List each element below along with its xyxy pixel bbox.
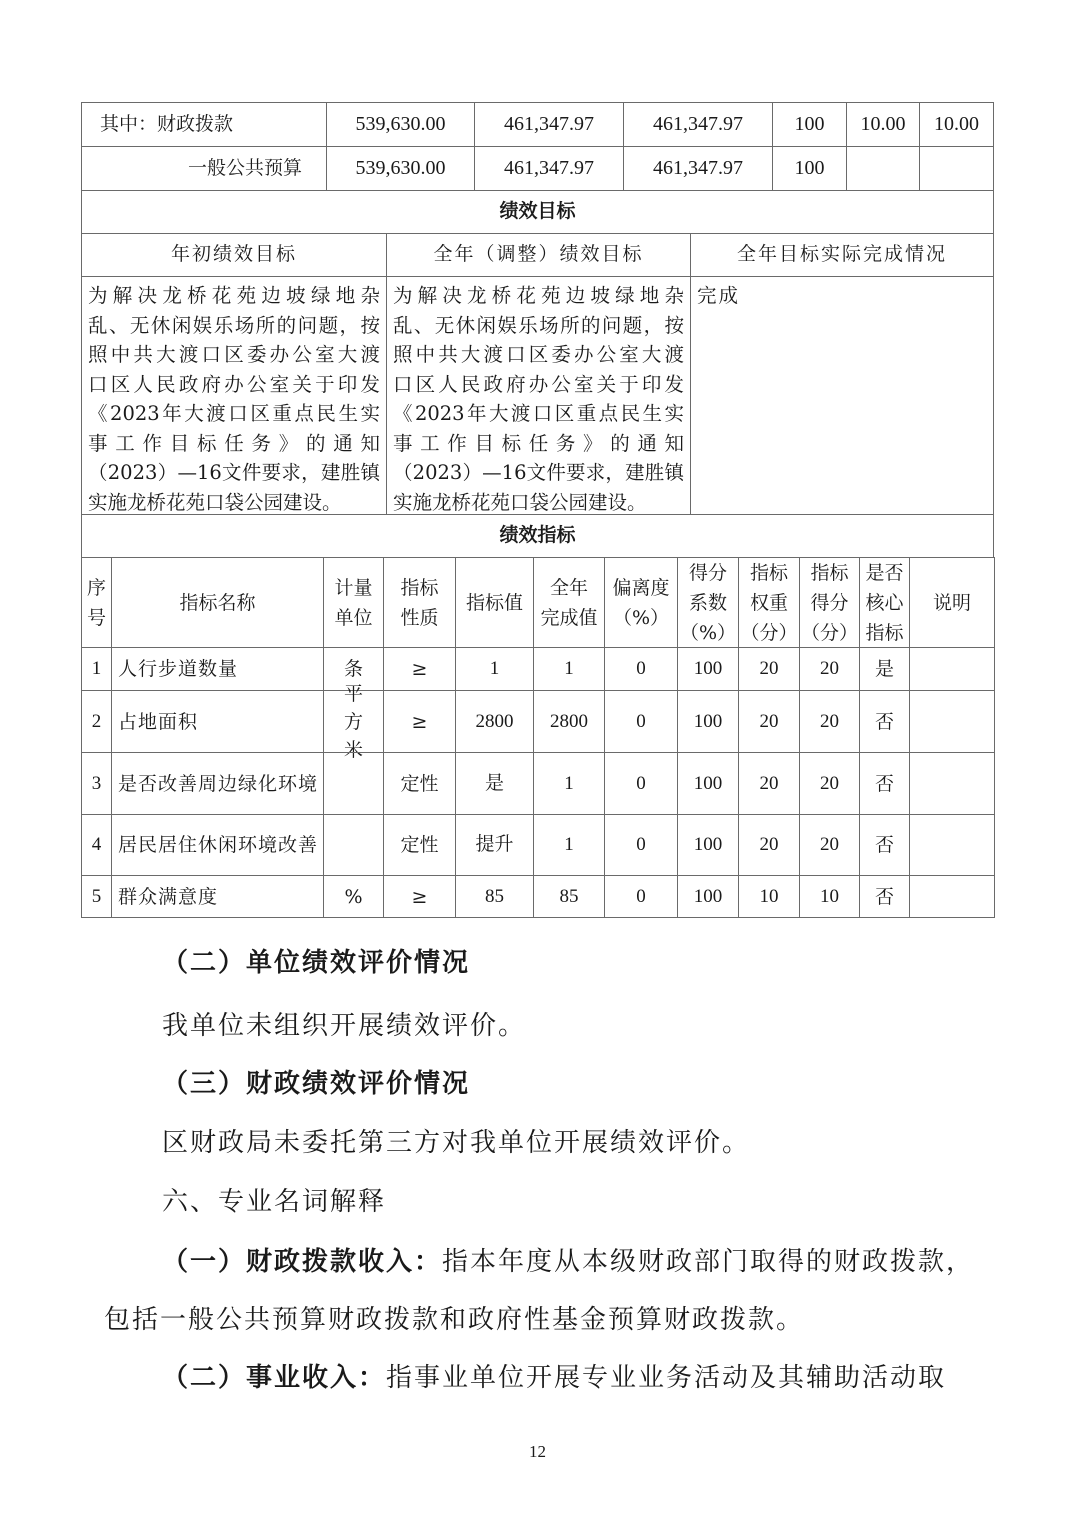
header-line: 核心	[865, 591, 904, 614]
goal-line: 照中共大渡口区委办公室大渡	[393, 343, 684, 366]
header-line: 指标名称	[179, 591, 256, 614]
cell-score: 20	[799, 647, 860, 691]
indicators-title: 绩效指标	[81, 514, 994, 558]
header-line: 完成值	[540, 606, 598, 629]
header-line: 序	[86, 576, 106, 599]
cell-weight: 20	[738, 752, 800, 815]
cell-name: 居民居住休闲环境改善	[111, 814, 324, 876]
funding-weight	[846, 146, 920, 191]
goal-line: （2023）—16文件要求，建胜镇	[88, 461, 380, 484]
cell-coef: 100	[677, 875, 739, 918]
goal-line: 实施龙桥花苑口袋公园建设。	[88, 490, 342, 514]
goal-line: 口区人民政府办公室关于印发	[393, 372, 684, 396]
cell-score: 20	[799, 690, 860, 753]
header-col-actual	[533, 557, 605, 648]
funding-rate: 100	[772, 102, 847, 147]
heading-fiscal-evaluation: （三）财政绩效评价情况	[162, 1069, 471, 1099]
cell-target: 是	[455, 752, 534, 815]
cell-deviation: 0	[604, 875, 678, 918]
paragraph-fiscal-evaluation: 区财政局未委托第三方对我单位开展绩效评价。	[162, 1128, 751, 1158]
header-line: 权重	[749, 591, 788, 614]
cell-score: 10	[799, 875, 860, 918]
header-col-note	[909, 557, 995, 648]
term-2-text: 指事业单位开展专业业务活动及其辅助活动取	[386, 1363, 947, 1393]
header-line: （%）	[612, 606, 670, 629]
cell-coef: 100	[677, 814, 739, 876]
header-line: 指标值	[465, 591, 523, 614]
paragraph-unit-evaluation: 我单位未组织开展绩效评价。	[162, 1011, 527, 1041]
header-line: 指标	[400, 576, 439, 599]
funding-score: 10.00	[919, 102, 994, 147]
goal-line: 乱、无休闲娱乐场所的问题，按	[88, 313, 380, 337]
cell-name: 人行步道数量	[111, 647, 324, 691]
funding-rate: 100	[772, 146, 847, 191]
term-1-continued: 包括一般公共预算财政拨款和政府性基金预算财政拨款。	[104, 1305, 805, 1335]
heading-unit-evaluation: （二）单位绩效评价情况	[162, 948, 471, 978]
header-line: 是否	[865, 561, 904, 584]
cell-note	[909, 647, 995, 691]
cell-target: 提升	[455, 814, 534, 876]
cell-no: 2	[81, 690, 112, 753]
header-col-name	[111, 557, 324, 648]
cell-core: 否	[859, 752, 910, 815]
term-1-label: （一）财政拨款收入：	[162, 1247, 443, 1277]
header-line: 指标	[865, 621, 904, 644]
cell-note	[909, 690, 995, 753]
header-line: 偏离度	[612, 576, 670, 599]
cell-nature: ≥	[383, 875, 456, 918]
header-col-nature	[383, 557, 456, 648]
term-2-label: （二）事业收入：	[162, 1363, 387, 1393]
cell-actual: 85	[533, 875, 605, 918]
cell-actual: 1	[533, 752, 605, 815]
header-line: （分）	[800, 621, 858, 644]
cell-deviation: 0	[604, 647, 678, 691]
cell-target: 85	[455, 875, 534, 918]
header-col-no	[81, 557, 112, 648]
page-number: 12	[529, 1442, 546, 1461]
funding-score	[919, 146, 994, 191]
term-1-text: 指本年度从本级财政部门取得的财政拨款，	[442, 1247, 975, 1277]
cell-core: 是	[859, 647, 910, 691]
cell-coef: 100	[677, 647, 739, 691]
goal-initial-text	[81, 276, 387, 515]
goal-line: 《2023年大渡口区重点民生实	[393, 402, 684, 425]
goal-actual-value: 完成	[697, 284, 741, 307]
cell-no: 1	[81, 647, 112, 691]
term-2	[162, 1357, 946, 1394]
cell-name: 群众满意度	[111, 875, 324, 918]
header-line: （%）	[679, 621, 737, 644]
header-line: 系数	[688, 591, 727, 614]
funding-adjusted: 461,347.97	[474, 146, 624, 191]
header-line: （分）	[740, 621, 798, 644]
cell-name: 占地面积	[111, 690, 324, 753]
header-line: 指标	[810, 561, 849, 584]
cell-no: 3	[81, 752, 112, 815]
funding-label: 一般公共预算	[81, 146, 327, 191]
cell-note	[909, 875, 995, 918]
cell-core: 否	[859, 875, 910, 918]
cell-unit	[323, 752, 384, 815]
goal-actual-text	[690, 276, 994, 515]
cell-weight: 20	[738, 647, 800, 691]
goals-header-initial: 年初绩效目标	[81, 233, 387, 277]
goals-header-actual: 全年目标实际完成情况	[690, 233, 994, 277]
goals-header-adjusted: 全年（调整）绩效目标	[386, 233, 691, 277]
cell-actual: 2800	[533, 690, 605, 753]
cell-score: 20	[799, 752, 860, 815]
header-col-deviation	[604, 557, 678, 648]
funding-executed: 461,347.97	[623, 102, 773, 147]
cell-unit: 条	[323, 647, 384, 691]
cell-deviation: 0	[604, 814, 678, 876]
header-col-score	[799, 557, 860, 648]
cell-actual: 1	[533, 647, 605, 691]
cell-no: 4	[81, 814, 112, 876]
header-col-target	[455, 557, 534, 648]
funding-budget: 539,630.00	[326, 102, 475, 147]
cell-coef: 100	[677, 690, 739, 753]
funding-budget: 539,630.00	[326, 146, 475, 191]
cell-core: 否	[859, 690, 910, 753]
header-line: 全年	[549, 576, 588, 599]
header-col-coef	[677, 557, 739, 648]
goal-line: 事工作目标任务》的通知	[88, 431, 380, 455]
cell-name: 是否改善周边绿化环境	[111, 752, 324, 815]
cell-nature: 定性	[383, 752, 456, 815]
header-line: 性质	[400, 606, 439, 629]
header-col-unit	[323, 557, 384, 648]
funding-adjusted: 461,347.97	[474, 102, 624, 147]
cell-unit: %	[323, 875, 384, 918]
goal-line: 《2023年大渡口区重点民生实	[88, 402, 380, 425]
header-line: 指标	[749, 561, 788, 584]
cell-target: 2800	[455, 690, 534, 753]
funding-weight: 10.00	[846, 102, 920, 147]
goal-line: 乱、无休闲娱乐场所的问题，按	[393, 313, 684, 337]
cell-unit	[323, 814, 384, 876]
goal-line: 实施龙桥花苑口袋公园建设。	[393, 490, 647, 514]
goal-line: （2023）—16文件要求，建胜镇	[393, 461, 684, 484]
term-1	[162, 1241, 974, 1278]
header-line: 计量	[334, 576, 373, 599]
cell-weight: 20	[738, 690, 800, 753]
cell-core: 否	[859, 814, 910, 876]
cell-coef: 100	[677, 752, 739, 815]
header-col-weight	[738, 557, 800, 648]
goal-line: 为解决龙桥花苑边坡绿地杂	[88, 284, 380, 307]
funding-label: 其中：财政拨款	[81, 102, 327, 147]
cell-nature: 定性	[383, 814, 456, 876]
cell-weight: 20	[738, 814, 800, 876]
cell-note	[909, 814, 995, 876]
cell-weight: 10	[738, 875, 800, 918]
cell-no: 5	[81, 875, 112, 918]
cell-unit: 平方米	[323, 690, 384, 753]
header-line: 号	[86, 606, 106, 629]
goal-line: 事工作目标任务》的通知	[393, 431, 684, 455]
cell-deviation: 0	[604, 752, 678, 815]
goal-line: 为解决龙桥花苑边坡绿地杂	[393, 284, 684, 307]
header-line: 得分	[810, 591, 849, 614]
goal-line: 照中共大渡口区委办公室大渡	[88, 343, 380, 366]
header-line: 单位	[334, 606, 373, 629]
cell-nature: ≥	[383, 690, 456, 753]
funding-executed: 461,347.97	[623, 146, 773, 191]
goals-title: 绩效目标	[81, 190, 994, 234]
cell-target: 1	[455, 647, 534, 691]
header-line: 得分	[688, 561, 727, 584]
header-col-core	[859, 557, 910, 648]
cell-deviation: 0	[604, 690, 678, 753]
cell-nature: ≥	[383, 647, 456, 691]
cell-note	[909, 752, 995, 815]
goal-line: 口区人民政府办公室关于印发	[88, 372, 380, 396]
header-line: 说明	[932, 591, 971, 614]
goal-adjusted-text	[386, 276, 691, 515]
heading-terms: 六、专业名词解释	[162, 1187, 387, 1217]
cell-score: 20	[799, 814, 860, 876]
cell-actual: 1	[533, 814, 605, 876]
